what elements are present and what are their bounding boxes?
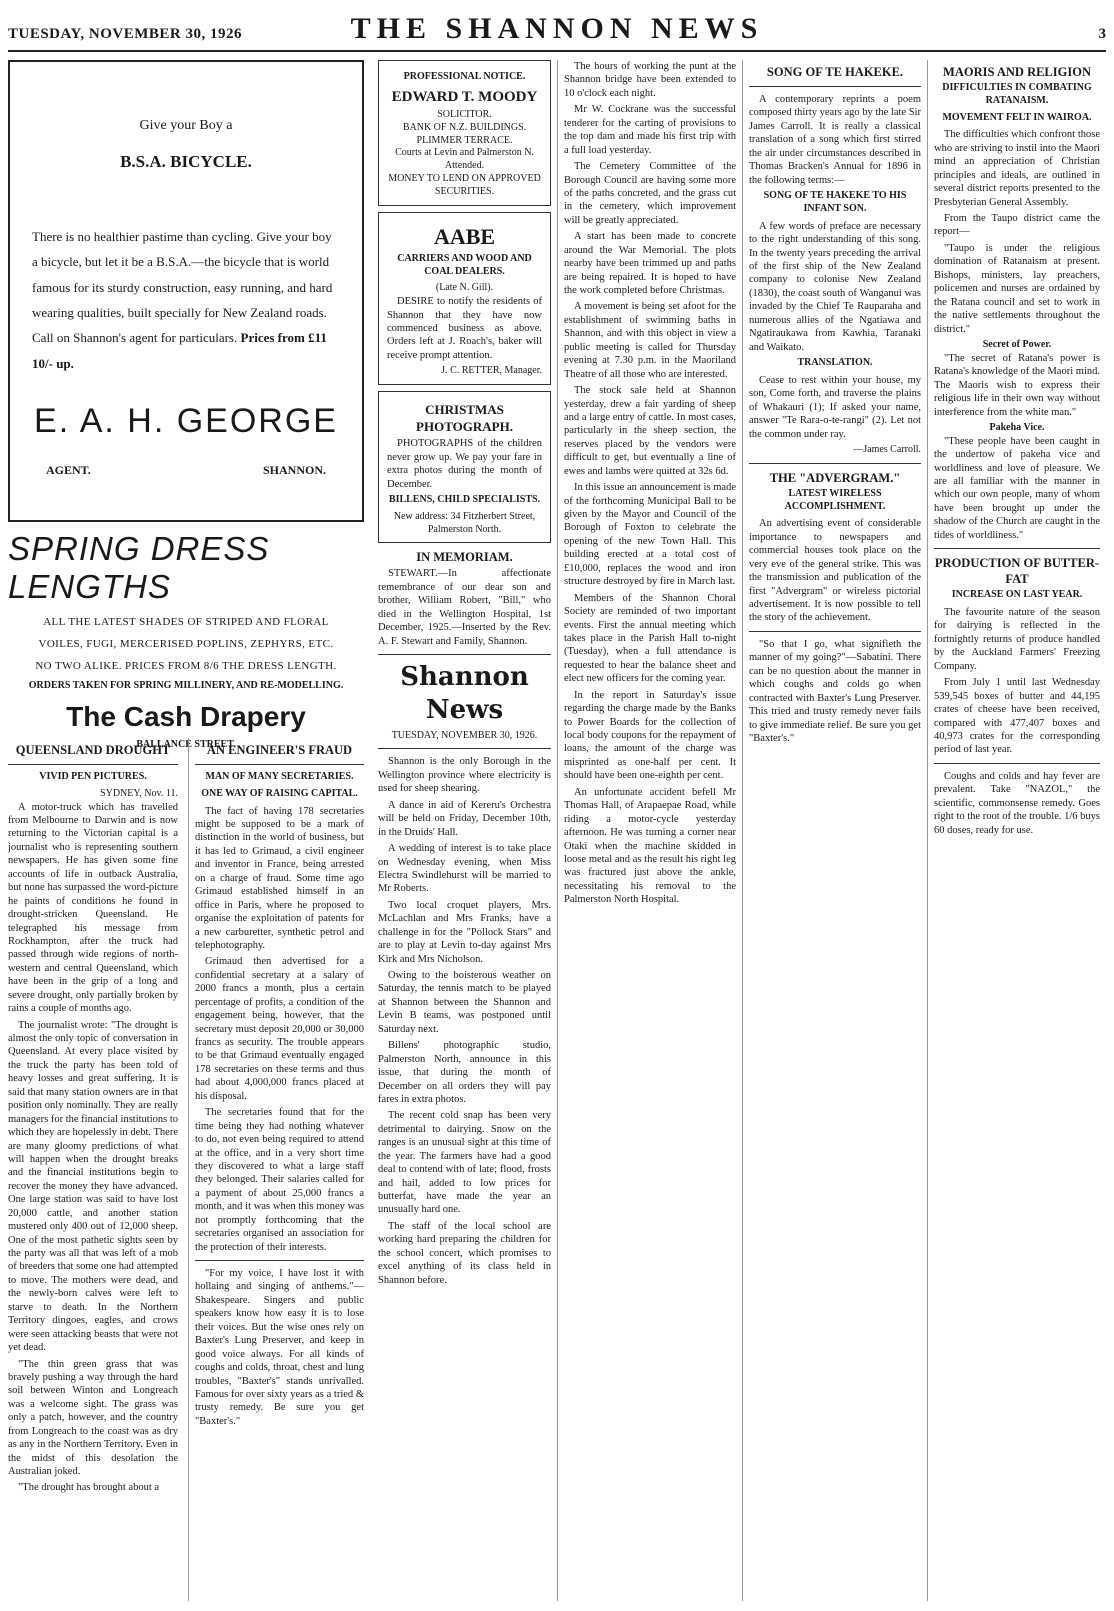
verse: Cease to rest within your house, my son, Come forth, and traverse the plains of Whakauri (1); If asked your name, answer "Te Rara-o-te-rangi" (2). Let not the common under ray. (749, 374, 921, 440)
ad-headline: SPRING DRESS LENGTHS (8, 530, 270, 605)
article-headline: MAORIS AND RELIGION (943, 65, 1091, 79)
paragraph: The favourite nature of the season for dairying is reflected in the fortnightly returns of produce handled by the Auckland Farmers' Freezing Company. (934, 607, 1100, 672)
ad-footer (32, 463, 340, 478)
notice-text: DESIRE to notify the residents of Shannon that they have now commenced business as above. Orders left at J. Roach's, baker will receive prompt attention. (387, 296, 542, 361)
column-notices (372, 60, 557, 1601)
ad-shop-name: The Cash Drapery (66, 701, 306, 732)
paragraph: Billens' photographic studio, Palmerston North, announce in this issue, that during the month of December on all orders they will pay fares in extra photos. (378, 1040, 551, 1105)
article-headline: THE "ADVERGRAM." (769, 470, 901, 485)
christmas-photo-notice (378, 391, 551, 543)
paper-logo: Shannon News (400, 662, 529, 726)
notice-sub: CARRIERS AND WOOD AND COAL DEALERS. (397, 252, 532, 277)
notice-signature: J. C. RETTER, Manager. (441, 365, 542, 377)
advertisement: "For my voice, I have lost it with hollaing and singing of anthems."—Shakespeare. Singers and public speakers know how easy it is to lose their voices. But the wise ones rely on Baxter's Lung Preserver, and keep in good voice always. For all kinds of coughs and colds, throat, chest and lung troubles, "Baxter's" stands unrivalled. Famous for over sixty years as a tried & trusty remedy. Be sure you get "Baxter's." (195, 1268, 364, 1427)
aabe-notice (378, 212, 551, 386)
article-headline: AN ENGINEER'S FRAUD (206, 743, 353, 757)
ad-price: Prices from £11 10/- up. (32, 330, 327, 371)
paragraph: A contemporary reprints a poem composed thirty years ago by the late Sir James Carroll. It is really a classical translation of a song which first stirred the air under circumstances described in Thomas Bracken's Annual for 1896 in the following terms:— (749, 94, 921, 186)
memoriam-head: IN MEMORIAM. (416, 550, 513, 565)
paragraph: Members of the Shannon Choral Society are reminded of two important events. First the annual meeting which takes place in the Parish Hall to-night (Tuesday), when a full attendance is requested to hear the balance sheet and elect new officers for the coming year. (564, 592, 736, 685)
ad-footer-left: AGENT. (46, 463, 91, 478)
article-subhead: ONE WAY OF RAISING CAPITAL. (201, 787, 358, 799)
ad-copy (32, 224, 340, 376)
ad-line: NO TWO ALIKE. PRICES FROM 8/6 THE DRESS LENGTH. (35, 660, 337, 672)
ad-intro: Give your Boy a (139, 118, 233, 133)
column-song-advergram (742, 60, 927, 1601)
paragraph: From the Taupo district came the report— (934, 213, 1100, 238)
signature: —James Carroll. (853, 444, 921, 456)
article-engineers-fraud (188, 738, 364, 1601)
paragraph: A start has been made to concrete around the War Memorial. The plots nearby have been trimmed up and paths are being repaired. It is hoped to have the work completed before Christmas. (564, 231, 736, 296)
paragraph: A wedding of interest is to take place on Wednesday evening, when Miss Electra Swindlehurst will be married to Mr Roberts. (378, 843, 551, 895)
ad-line: ORDERS TAKEN FOR SPRING MILLINERY, AND RE-MODELLING. (28, 680, 344, 691)
notice-head: PROFESSIONAL NOTICE. (403, 71, 526, 82)
notice-firm: BILLENS, CHILD SPECIALISTS. (388, 494, 541, 506)
article-dateline: SYDNEY, Nov. 11. (100, 787, 178, 799)
paragraph: The secretaries found that for the time being they had nothing whatever to do, not even being required to attend at the office, and in a very short time they discovered to what a large staff they belonged. Their salaries called for a payment of about 25,000 francs a month, and it was when this money was not promptly forthcoming that the secretaries organised an association for the protection of their interests. (195, 1107, 364, 1253)
paragraph: The recent cold snap has been very detrimental to dairying. Snow on the ranges is an unusual sight at this time of the year. The farmers have had a good deal to contend with of late; flood, frosts and hail, added to low prices for butterfat, have made the year an unusually hard one. (378, 1110, 551, 1216)
paragraph: The staff of the local school are working hard preparing the children for the school concert, which promises to excel anything of its class held in Shannon before. (378, 1220, 551, 1286)
logo-date: TUESDAY, NOVEMBER 30, 1926. (391, 729, 538, 741)
paragraph: Grimaud then advertised for a confidential secretary at a salary of 2000 francs a month, plus a certain percentage of profits, a condition of the engagement being, however, that the secretary must deposit 20,000 or 30,000 francs as security. The trouble appears to be that Grimaud eventually engaged 178 secretaries on these terms and thus had about 4,000,000 francs placed at his disposal. (195, 956, 364, 1102)
notice-line: (Late N. Gill). (435, 282, 494, 294)
paragraph: "These people have been caught in the undertow of pakeha vice and worldliness and love of pleasure. We are all familiar with the manner in which our own people, many of whom have been brought up under the shadow of the Church are caught in the tides of worldliness." (934, 435, 1100, 541)
notice-line: SOLICITOR. (437, 108, 492, 120)
paragraph: From July 1 until last Wednesday 539,545 boxes of butter and 44,195 crates of cheese have been received, compared with 477,407 boxes and 40,973 crates for the corresponding period of last year. (934, 677, 1100, 756)
article-subhead: TRANSLATION. (797, 357, 873, 369)
paragraph: A dance in aid of Kereru's Orchestra will be held on Friday, December 10th, in the Druids' Hall. (378, 799, 551, 838)
article-queensland-drought (8, 738, 184, 1601)
paragraph: "The drought has brought about a (18, 1482, 160, 1494)
paragraph: A motor-truck which has travelled from Melbourne to Darwin and is now returning to the Victorian capital is a journalist who is representing southern newspapers. He has given some fine accounts of life in outback Australia, but none has surpassed the word-picture he paints of conditions he found in drought-stricken Queensland. He telegraphed his message from Rockhampton, after the truck had passed through wide regions of north-western and central Queensland, which have been in the grip of a long and severe drought, only partially broken by rains a couple of months ago. (8, 801, 178, 1015)
paragraph: In the report in Saturday's issue regarding the charge made by the Banks to Power Boards for the collection of local body coupons for the repayment of loans, the amount of the charge was misprinted as one-half per cent. It should have been one-eighth per cent. (564, 689, 736, 782)
ad-line: VOILES, FUGI, MERCERISED POPLINS, ZEPHYRS, ETC. (38, 638, 334, 650)
advertisement: "So that I go, what signifieth the manner of my going?"—Sabatini. There can be no question about the manner in which coughs and colds go when contracted with Baxter's Lung Preserver. This tried and trusty remedy never fails to give immediate relief. Be sure you get "Baxter's." (749, 638, 921, 744)
notice-name: AABE (433, 223, 496, 249)
masthead (8, 12, 1106, 52)
article-headline: SONG OF TE HAKEKE. (766, 65, 904, 79)
notice-line: PLIMMER TERRACE. (416, 134, 513, 146)
notice-head: CHRISTMAS PHOTOGRAPH. (416, 402, 513, 434)
advertisement: Coughs and colds and hay fever are prevalent. Take "NAZOL," the scientific, commonsense remedy. Goes right to the root of the trouble. 1/6 buys 60 doses, ready for use. (934, 770, 1100, 836)
article-subhead: VIVID PEN PICTURES. (39, 771, 147, 782)
column-maoris-butterfat (927, 60, 1106, 1601)
paragraph: The journalist wrote: "The drought is almost the only topic of conversation in Queensland. At every place visited by the truck the party has been told of heavy losses and great suffering. It is said that many station owners are in that position only nominally. They are really managers for the financial institutions to which they are hopelessly in debt. There are many gloomy predictions of what will happen when the drought breaks and the financial institutions begin to recover the money they have advanced. One large station was said to have lost 20,000 cattle, and another station mustered only 400 out of 12,000 sheep. One of the most pathetic sights seen by the party was all that was left of a mob of breeders that some one had attempted to move. The mothers were dead, and the newly-born calves were left to starve to death. In the Northern Territory dingoes, eagles, and crows were seen attacking beasts that were not yet dead. (8, 1019, 178, 1354)
issue-date: TUESDAY, NOVEMBER 30, 1926 (8, 26, 243, 42)
ad-line: ALL THE LATEST SHADES OF STRIPED AND FLORAL (43, 616, 329, 628)
ad-brand: B.S.A. BICYCLE. (120, 152, 252, 171)
notice-line: BANK OF N.Z. BUILDINGS. (402, 121, 527, 133)
paragraph: Mr W. Cockrane was the successful tenderer for the carting of provisions to the top dam and made his first trip with a full load yesterday. (564, 104, 736, 156)
moody-notice (378, 60, 551, 206)
ad-footer-right: SHANNON. (262, 463, 326, 478)
article-subhead: INCREASE ON LAST YEAR. (951, 589, 1083, 601)
notice-name: EDWARD T. MOODY (391, 88, 538, 105)
paragraph: Shannon is the only Borough in the Wellington province where electricity is used for sheep shearing. (378, 756, 551, 795)
notice-line: Courts at Levin and Palmerston N. Attended. (395, 147, 534, 172)
ad-street: BALLANCE STREET. (136, 739, 236, 750)
bsa-bicycle-ad (8, 60, 364, 522)
paragraph: The hours of working the punt at the Shannon bridge have been extended to 10 o'clock each night. (564, 61, 736, 99)
section-head: Secret of Power. (982, 338, 1052, 350)
column-local-news (557, 60, 742, 1601)
paragraph: The difficulties which confront those who are striving to instil into the Maori mind an appreciation of Christian principles and ideals, are outlined in several district reports presented to the Presbyterian General Assembly. (934, 129, 1100, 208)
notice-line: MONEY TO LEND ON APPROVED SECURITIES. (388, 172, 541, 197)
paragraph: The fact of having 178 secretaries might be supposed to be a mark of distinction in the world of business, but it has led to Grimaud, a civil engineer and inventor in France, being arrested on a charge of fraud. Some time ago Grimaud established himself in an office in Paris, where he proposed to organise the exploitation of patents for a new carburetter, synthetic petrol and telephotography. (195, 805, 364, 951)
ad-copy-text: There is no healthier pastime than cycling. Give your boy a bicycle, but let it be a B.S.A.—the bicycle that is world famous for its sturdy construction, easy running, and hard wearing qualities, built specially for New Zealand roads. Call on Shannon's agent for particulars. (32, 229, 333, 346)
paragraph: "Taupo is under the religious domination of Ratanaism at present. Bishops, ministers, lay preachers, policemen and nurses are ordained by the Ratana council and set to work in the native settlements throughout the district." (934, 242, 1100, 335)
notice-text: PHOTOGRAPHS of the children never grow up. We pay your fare in extra photos during the month of December. (387, 438, 542, 490)
article-subhead: DIFFICULTIES IN COMBATING RATANAISM. (942, 82, 1092, 106)
article-subhead: SONG OF TE HAKEKE TO HIS INFANT SON. (763, 190, 907, 214)
newspaper-title: THE SHANNON NEWS (350, 12, 764, 45)
paragraph: The Cemetery Committee of the Borough Council are having some more of the paths concreted, and the grass cut in the cemetery, which improvement will be greatly appreciated. (564, 161, 736, 226)
paragraph: "The thin green grass that was bravely pushing a way through the hard soil between Winton and Longreach was a welcome sight. The grass was only a patch, however, and the country from Longreach to the coast was as dry as any in the Northern Territory. Even in the midst of this desolation the Australian joked. (8, 1358, 178, 1478)
paragraph: An advertising event of considerable importance to newspapers and commercial houses took place on the very eve of the general strike. This was the transmission and publication of the first "Advergram" or wireless pictorial advertisement. It is now possible to tell the story of the achievement. (749, 518, 921, 624)
article-headline: PRODUCTION OF BUTTER-FAT (934, 556, 1100, 587)
article-headline: QUEENSLAND DROUGHT (15, 743, 171, 757)
paragraph: A movement is being set afoot for the establishment of swimming baths in Shannon, and with this object in view a public meeting is called for Thursday evening at 7.30 p.m. in the Maoriland Theatre of all those who are interested. (564, 301, 736, 380)
notice-line: New address: 34 Fitzherbert Street, Palmerston North. (393, 510, 536, 535)
paragraph: The stock sale held at Shannon yesterday, drew a fair yarding of sheep and a large entry of cattle. In most cases, particularly in the sheep section, the reserves placed by the vendors were difficult to get, but eventually a line of ewes and lambs were quitted at 32s 6d. (564, 385, 736, 477)
ad-agent-name: E. A. H. GEORGE (34, 402, 338, 441)
paragraph: Two local croquet players, Mrs. McLachlan and Mrs Franks, have a challenge in for the "Pollock Stars" and are to play at Levin to-day against Mrs Kirk and Mrs Nicholson. (378, 899, 551, 965)
paragraph: In this issue an announcement is made of the forthcoming Municipal Ball to be given by the Mayor and Council of the Borough of Foxton to celebrate the opening of the new Town Hall. This building erected at a total cost of £10,000, replaces the wood and iron structure destroyed by fire in March last. (564, 482, 736, 588)
article-subhead: MOVEMENT FELT IN WAIROA. (942, 111, 1092, 123)
paragraph: An unfortunate accident befell Mr Thomas Hall, of Arapaepae Road, while riding a motor-cycle yesterday afternoon. He was turning a corner near Otaki when the machine skidded in loose metal and as the result his right leg was fractured just above the ankle, necessitating his removal to the Palmerston North Hospital. (564, 786, 736, 906)
article-subhead: MAN OF MANY SECRETARIES. (205, 771, 354, 782)
article-subhead: LATEST WIRELESS ACCOMPLISHMENT. (784, 487, 886, 512)
paragraph: Owing to the boisterous weather on Saturday, the tennis match to be played at Shannon between the Shannon and Levin B teams, was postponed until Saturday next. (378, 970, 551, 1035)
section-head: Pakeha Vice. (989, 421, 1045, 433)
paragraph: A few words of preface are necessary to the right understanding of this song. In the twenty years preceding the arrival of the first ship of the New Zealand company to colonise New Zealand (1830), the coast south of Wanganui was invaded by the Chief Te Rauparaha and numerous allies of the Ngatiawa and Ngatiraukawa from Kawhia, Taranaki and Waikato. (749, 220, 921, 353)
memoriam-text: STEWART.—In affectionate remembrance of our dear son and brother, William Robert, "Bill," who died in the Wellington Hospital, 1st December, 1925.—Inserted by the Rev. A. F. Stewart and Family, Shannon. (378, 568, 551, 647)
page-number: 3 (1098, 26, 1106, 42)
paragraph: "The secret of Ratana's power is Ratana's knowledge of the Maori mind. The Maoris wish to express their religious life in their own way without interference from the white man." (934, 352, 1100, 418)
